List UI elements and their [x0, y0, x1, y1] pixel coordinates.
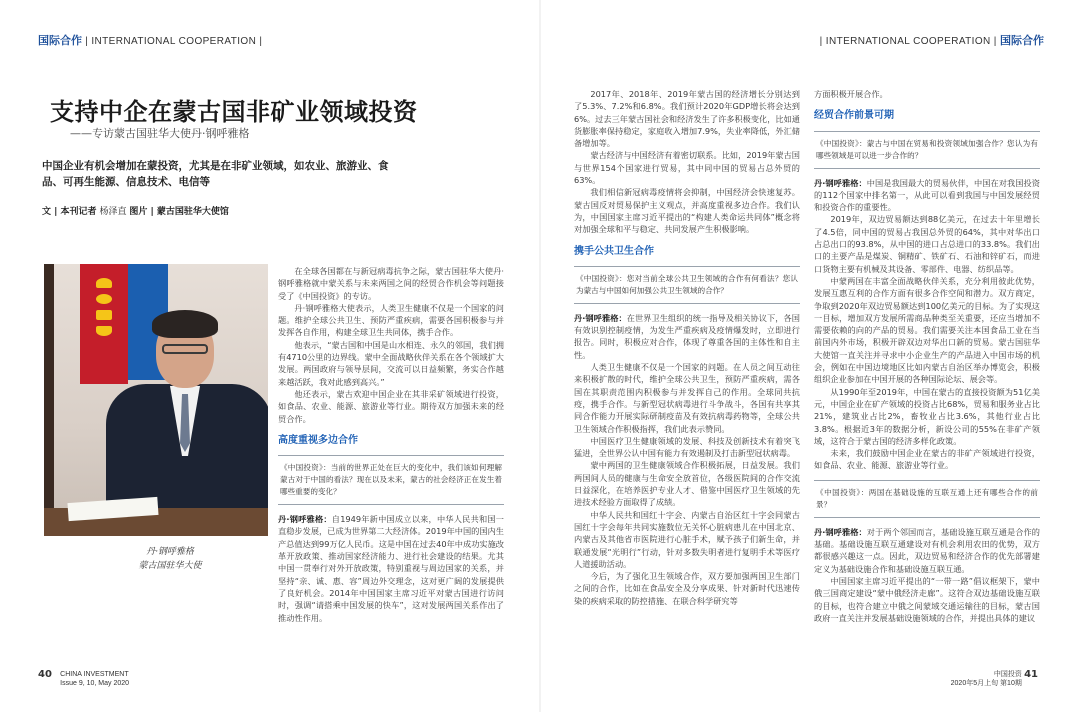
soyombo-emblem-icon: [92, 278, 116, 340]
caption-name: 丹·钢呼雅格: [146, 547, 194, 557]
section-name-cn-right: 国际合作: [1000, 34, 1044, 47]
footer-right: [951, 670, 1044, 688]
paragraph: 中华人民共和国红十字会、内蒙古自治区红十字会同蒙古国红十字会每年共同实施数位无关怀心脏病患儿在中国北京、内蒙古及其他省市医院进行心脏手术，赋予孩子们新生命，并联通发展“光明行”行动，针对多数失明者进行复明手术等医疗人道援助活动。: [574, 509, 800, 569]
paragraph: 人类卫生健康不仅是一个国家的问题。在人员之间互动往来积极扩散的时代，维护全球公共卫生，预防严重疾病，需各国在其职责范围内积极参与并发挥自己的作用。全球同共抗疫，携手合作。与新型冠状病毒进行斗争战斗，各国有共享其同合作能力开展实际研制疫苗及有效抗病毒药物等，全球公共卫生领域合作积极指挥，我们此表示赞同。: [574, 362, 800, 434]
flag-pole: [44, 264, 54, 536]
paragraph: 2017年、2018年、2019年蒙古国的经济增长分别达到了5.3%、7.2%和6.8%。我们预计2020年GDP增长将会达到6%。过去三年蒙古国社会和经济发生了许多积极变化，比如通货膨胀率保持稳定，家庭收入增加7.9%，失业率降低，外汇储备增加等。: [574, 89, 800, 149]
section-heading: 携手公共卫生合作: [574, 245, 654, 257]
running-header-right: [820, 32, 1044, 48]
interview-answer: [814, 177, 1040, 214]
page-number-right: 41: [1024, 669, 1038, 680]
footer-magazine-info: [60, 670, 129, 688]
page-number-left: 40: [38, 669, 52, 680]
footer-magazine-info-right: [951, 670, 1022, 688]
interview-answer: [278, 513, 504, 624]
paragraph: 他还表示，蒙古欢迎中国企业在其非采矿领域进行投资，如食品、农业、能源、旅游业等行业。期待双方加强未来的经贸合作。: [278, 388, 504, 424]
footer-left: [38, 670, 129, 688]
paragraph: 他表示，“蒙古国和中国是山水相连、永久的邻国，我们拥有4710公里的边界线。蒙中全面战略伙伴关系在各个领域扩大发展。两国政府与领导层间，交流可以日益频繁，务实合作越来越活跃，我对此感到高兴。”: [278, 339, 504, 387]
byline-prefix: 文 | 本刊记者: [42, 207, 97, 217]
byline-photo-credit: 图片 | 蒙古国驻华大使馆: [129, 207, 229, 217]
article-column-2: [574, 88, 800, 672]
person-hair: [152, 310, 218, 338]
article-column-3: [814, 88, 1040, 672]
paragraph: 中国国家主席习近平提出的“一带一路”倡议框架下，蒙中俄三国商定建设“蒙中俄经济走廊”。这符合双边基础设施互联的目标，也符合建立中俄之间蒙域交通运输往的目标，蒙古国政府一直关注并发展基础设施领域的合作，并提出具体的建议: [814, 575, 1040, 623]
section-heading: 高度重视多边合作: [278, 434, 358, 446]
answer-text: 自1949年新中国成立以来，中华人民共和国一直稳步发展，已成为世界第二大经济体。2019年中国的国内生产总值达到99万亿人民币。这是中国在过去40年中成功实施改革开放政策、推动国家经济能力、进行社会建设的结果。尤其中国一贯奉行对外开放政策，特别重视与周边国家的关系，并坚持“亲、诚、惠、容”周边外交理念，这对更广阔的发展提供了良好机会。2014年中国国家主席习近平对蒙古国进行访问时，强调“请搭乘中国发展的快车”，这对发展两国关系作出了推动性作用。: [278, 514, 504, 623]
interview-question: 《中国投资》：蒙古与中国在贸易和投资领域加强合作？您认为有哪些领域是可以进一步合作的？: [814, 131, 1040, 169]
paragraph: 我们相信新冠病毒疫情将会抑制，中国经济会快速复苏。蒙古国反对贸易保护主义观点，并高度重视多边合作。我们认为，中国国家主席习近平提出的“构建人类命运共同体”概念将对加强全球和平与稳定、共同发展产生积极影响。: [574, 187, 800, 235]
answer-text: 对于两个邻国而言，基础设施互联互通是合作的基础。基础设施互联互通建设对有机会利用农田的优势，双方都很感兴趣这一点。因此，双边贸易和经济合作的优先部署建定义为基础设施合作和基础设施互联互通。: [814, 526, 1040, 574]
interview-answer: [574, 312, 800, 361]
interview-question: 《中国投资》：两国在基础设施的互联互通上还有哪些合作的前景？: [814, 480, 1040, 518]
section-name-en-right: | INTERNATIONAL COOPERATION |: [819, 36, 997, 47]
paragraph: 从1990年至2019年，中国在蒙古的直接投资额为51亿美元，中国企业在矿产领域的投资占比68%，贸易和服务业占比21%，建筑业占比2%，畜牧业占比3.6%，其他行业占比3.8%。根据近3年的数据分析，新设公司的55%在非矿产领域，这符合于蒙古国的经济多样化政策。: [814, 386, 1040, 446]
paragraph: 中国医疗卫生健康领域的发展、科技及创新技术有着突飞猛进，全世界公认中国有能力有效遏制及打击新型冠状病毒。: [574, 435, 800, 459]
paragraph: 中蒙两国在丰富全面战略伙伴关系，充分利用彼此优势，发展互惠互利的合作方面有很多合作空间和潜力。双方商定，争取到2020年双边贸易额达到100亿美元的目标。为了实现这一目标，增加双方发展所需商品种类至关重要，还应当增加不需要依赖的向的产品的贸易。我们需要关注本国食品工业在当前国内外市场，积极开辟双边对华出口新的贸易。蒙古国驻华大使馆一直关注并寻求中小企业生产的产品进入中国市场的机会，例如在中国边境地区比如内蒙古自治区举办博览会，积极组织企业参加在中国开展的各种国际论坛、展会等。: [814, 275, 1040, 385]
speaker-label: 丹·钢呼雅格：: [814, 177, 867, 188]
speaker-label: 丹·钢呼雅格：: [814, 526, 867, 537]
answer-text: 中国是我国最大的贸易伙伴，中国在对我国投资的112个国家中排名第一，从此可以看到我国与中国发展经贸和投资合作的重要性。: [814, 177, 1040, 213]
paragraph: 2019年，双边贸易额达到88亿美元，在过去十年里增长了4.5倍，同中国的贸易占我国总外贸的64%，其中对华出口占总出口的93.8%，从中国的进口占总进口的33.8%。我们出口的主要产品是煤炭、铜精矿、铁矿石、石油和锌矿石，而进口货物主要有机械及其设备、零部件、电器、纺织品等。: [814, 214, 1040, 274]
section-name-cn: 国际合作: [38, 34, 82, 47]
answer-text: 在世界卫生组织的统一指导及相关协议下，各国有效识别控制疫情，为发生严重疾病及疫情爆发时，立即进行报告。同时，积极应对合作，体现了尊重各国的主体性和自主性。: [574, 312, 800, 360]
paragraph: 蒙中两国的卫生健康领域合作积极拓展，日益发展。我们两国间人员的健康与生命安全放首位，各级医院间的合作交流日益深化，在培养医护专业人才、借鉴中国医疗卫生领域的先进技术经验方面取得了成绩。: [574, 460, 800, 508]
section-heading: 经贸合作前景可期: [814, 110, 894, 122]
paragraph: 未来，我们鼓励中国企业在蒙古的非矿产领域进行投资，如食品、农业、能源、旅游业等行业。: [814, 448, 1040, 471]
issue-info-right: 2020年5月上旬 第10期: [950, 680, 1022, 687]
paragraph: 丹·钢呼雅格大使表示，人类卫生健康不仅是一个国家的问题。维护全球公共卫生、预防严重疾病，需要各国积极参与并发挥各自作用，构建全球卫生共同体，携手合作。: [278, 302, 504, 338]
interview-question: 《中国投资》：您对当前全球公共卫生领域的合作有何看法？您认为蒙古与中国如何加强公共卫生领域的合作？: [574, 266, 800, 304]
magazine-name: CHINA INVESTMENT: [60, 671, 129, 678]
glasses-icon: [162, 344, 208, 354]
paragraph: 方面积极开展合作。: [814, 89, 888, 99]
interview-answer: [814, 526, 1040, 575]
caption-role: 蒙古国驻华大使: [138, 561, 202, 571]
paragraph: 在全球各国都在与新冠病毒抗争之际，蒙古国驻华大使丹·钢呼雅格就中蒙关系与未来两国之间的经贸合作机会等问题接受了《中国投资》的专访。: [278, 266, 504, 301]
speaker-label: 丹·钢呼雅格：: [574, 312, 627, 323]
paragraph: 今后，为了强化卫生领域合作，双方要加强两国卫生部门之间的合作，比如在食品安全及分享成果、针对新时代迅速传染的疾病采取的防控措施、在联合科学研究等: [574, 571, 800, 606]
article-subtitle: ——专访蒙古国驻华大使丹·钢呼雅格: [70, 127, 250, 140]
running-header-left: [38, 32, 262, 48]
article-lead: 中国企业有机会增加在蒙投资，尤其是在非矿业领域，如农业、旅游业、食品、可再生能源、信息技术、电信等: [42, 160, 389, 188]
photo-caption: [110, 545, 230, 573]
article-column-1: [278, 265, 504, 675]
byline-author: 杨泽直: [99, 207, 127, 217]
interview-question: 《中国投资》：当前的世界正处在巨大的变化中，我们该如何理解蒙古对于中国的看法？现在以及未来，蒙古的社会经济正在发生着哪些重要的变化？: [278, 455, 504, 505]
issue-info: Issue 9, 10, May 2020: [60, 680, 130, 687]
section-name-en: | INTERNATIONAL COOPERATION |: [85, 36, 263, 47]
page-gutter: [539, 0, 541, 712]
byline: [42, 204, 229, 217]
ambassador-portrait-photo: [44, 264, 268, 536]
paragraph: 蒙古经济与中国经济有着密切联系。比如，2019年蒙古国与世界154个国家进行贸易，其中同中国的贸易占总外贸的63%。: [574, 150, 800, 186]
magazine-name-right: 中国投资: [993, 671, 1022, 678]
article-title: 支持中企在蒙古国非矿业领域投资: [50, 98, 418, 126]
speaker-label: 丹·钢呼雅格：: [278, 514, 332, 525]
